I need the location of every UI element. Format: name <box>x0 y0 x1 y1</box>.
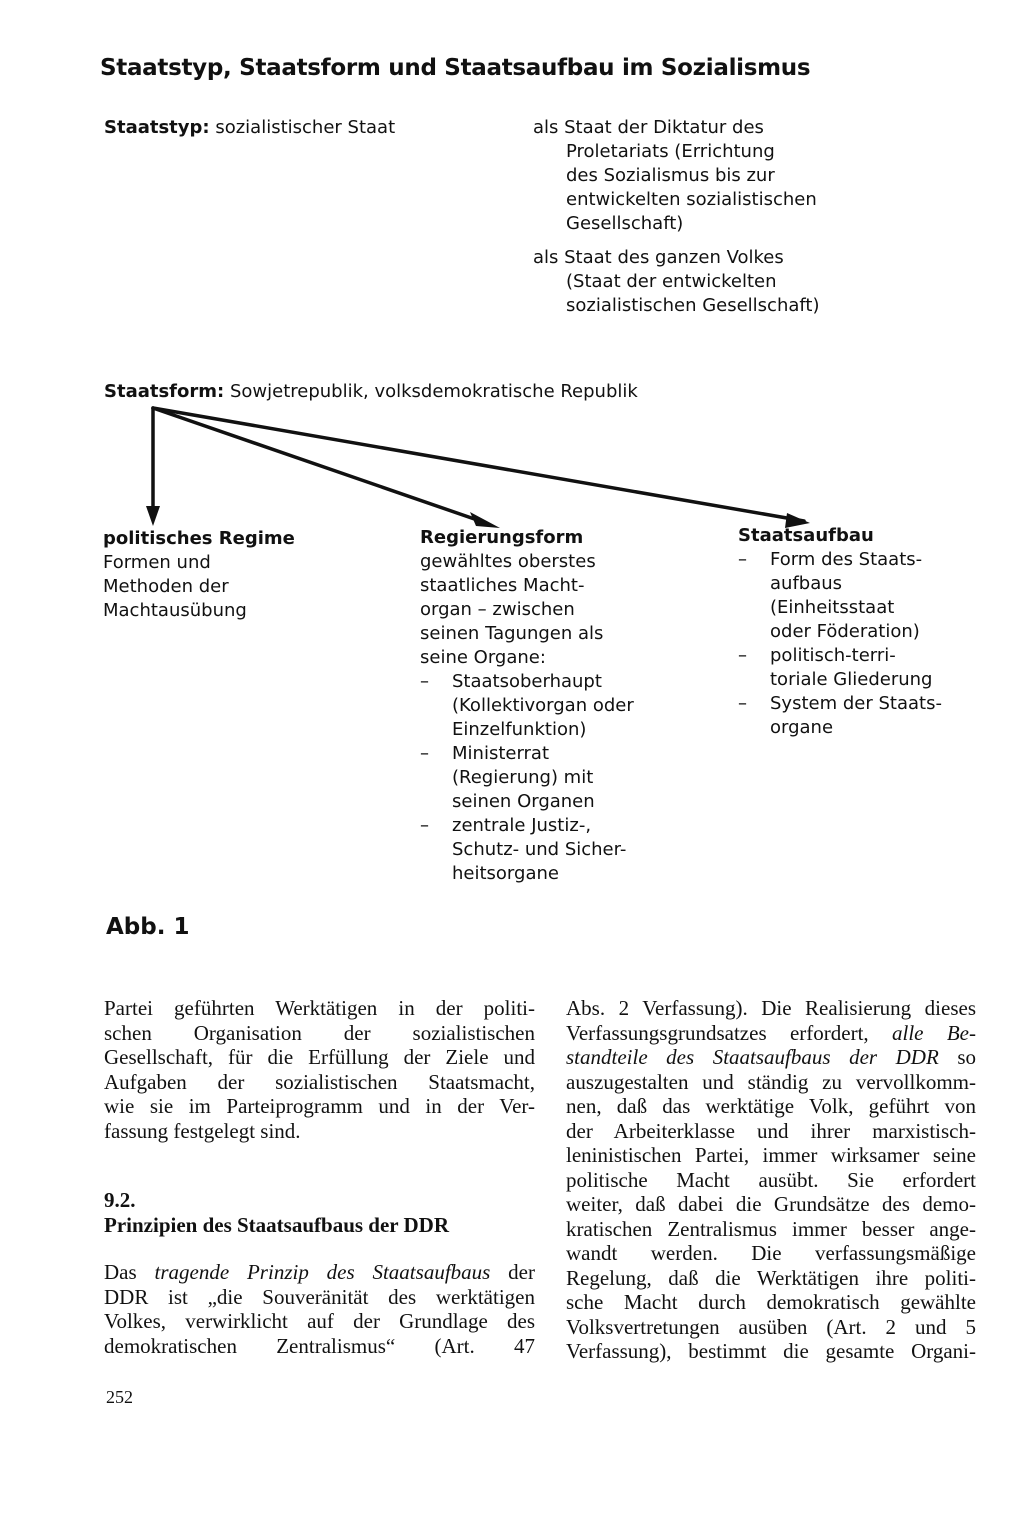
text-line: Gesellschaft) <box>566 213 684 234</box>
text-line: sozialistischen Gesellschaft) <box>566 295 820 316</box>
text-line: kratischen Zentralismus immer besser ange- <box>566 1216 976 1241</box>
text-line: zentrale Justiz-, <box>452 815 592 836</box>
text-line: Volksvertretungen ausüben (Art. 2 und 5 <box>566 1314 976 1339</box>
text-line: schen Organisation der sozialistischen <box>104 1020 535 1045</box>
staatsaufbau-heading: Staatsaufbau <box>738 525 874 546</box>
staatstyp-value: sozialistischer Staat <box>215 117 396 138</box>
text-line: Einzelfunktion) <box>452 719 587 740</box>
column-staatsaufbau <box>738 524 942 740</box>
text-line: Schutz- und Sicher- <box>452 839 627 860</box>
text-line: toriale Gliederung <box>770 669 933 690</box>
page-number: 252 <box>106 1387 133 1407</box>
text-line: weiter, daß dabei die Grundsätze des demo- <box>566 1192 976 1216</box>
list-item <box>420 814 634 886</box>
column-regime <box>103 527 295 623</box>
left-text-column <box>104 996 535 1358</box>
text-line: leninistischen Partei, immer wirksamer seine <box>566 1143 976 1167</box>
text-line: Aufgaben der sozialistischen Staatsmacht, <box>104 1069 535 1094</box>
emphasis-text: standteile des Staatsaufbaus der DDR <box>566 1045 939 1069</box>
dash-bullet: – <box>420 671 429 692</box>
text-line: (Regierung) mit <box>452 767 594 788</box>
dash-bullet: – <box>738 645 747 666</box>
text-line: des Sozialismus bis zur <box>566 165 775 186</box>
text-line: Staatsoberhaupt <box>452 671 602 692</box>
text-line: wandt werden. Die verfassungsmäßige <box>566 1241 976 1265</box>
text-line: entwickelten sozialistischen <box>566 189 817 210</box>
text-line: aufbaus <box>770 573 843 594</box>
section-number: 9.2. <box>104 1188 136 1212</box>
text-line <box>566 1045 976 1070</box>
regime-heading: politisches Regime <box>103 528 295 549</box>
column-regierungsform <box>420 526 634 886</box>
text-line: Formen und <box>103 552 211 573</box>
text-line: nen, daß das werktätige Volk, geführt von <box>566 1094 976 1118</box>
text-line: seinen Organen <box>452 791 595 812</box>
text-line: Ministerrat <box>452 743 550 764</box>
text-line: oder Föderation) <box>770 621 920 642</box>
staatstyp-label: Staatstyp: <box>104 117 210 138</box>
text-run: der <box>490 1260 535 1284</box>
text-line: auszugestalten und ständig zu vervollkomm- <box>566 1069 976 1094</box>
section-title: Prinzipien des Staatsaufbaus der DDR <box>104 1212 449 1237</box>
text-line: politisch-terri- <box>770 645 896 666</box>
dash-bullet: – <box>738 693 747 714</box>
arrow-to-staatsaufbau <box>153 408 804 521</box>
text-line: organe <box>770 717 834 738</box>
page-title: Staatstyp, Staatsform und Staatsaufbau im Sozialismus <box>100 55 811 81</box>
text-run: Verfassungsgrundsatzes erfordert, <box>566 1020 893 1045</box>
text-line: organ – zwischen <box>420 599 575 620</box>
dash-bullet: – <box>738 549 747 570</box>
emphasis-text: tragende Prinzip des Staatsaufbaus <box>154 1260 491 1284</box>
text-line <box>104 1260 535 1285</box>
text-line: Abs. 2 Verfassung). Die Realisierung dieses <box>566 996 976 1020</box>
text-line: (Staat der entwickelten <box>566 271 777 292</box>
text-line: Methoden der <box>103 576 229 597</box>
list-item <box>420 670 634 742</box>
text-line: seinen Tagungen als <box>420 623 604 644</box>
text-line: heitsorgane <box>452 863 559 884</box>
text-line: als Staat der Diktatur des <box>533 117 764 138</box>
text-line: als Staat des ganzen Volkes <box>533 247 784 268</box>
text-line: Machtausübung <box>103 600 247 621</box>
text-line: Regelung, daß die Werktätigen ihre politi- <box>566 1265 976 1290</box>
text-line: fassung festgelegt sind. <box>104 1118 301 1143</box>
text-line: (Einheitsstaat <box>770 597 895 618</box>
text-line: Form des Staats- <box>770 549 923 570</box>
dash-bullet: – <box>420 815 429 836</box>
text-line: Partei geführten Werktätigen in der politi- <box>104 996 535 1020</box>
staatsform-value: Sowjetrepublik, volksdemokratische Republik <box>229 381 638 402</box>
regierungsform-heading: Regierungsform <box>420 527 584 548</box>
text-line: Gesellschaft, für die Erfüllung der Ziele und <box>104 1045 535 1069</box>
arrow-to-regierungsform <box>153 408 486 523</box>
staatsform-label: Staatsform: <box>104 381 225 402</box>
text-line: staatliches Macht- <box>420 575 585 596</box>
text-line <box>566 1021 976 1046</box>
text-line: demokratischen Zentralismus“ (Art. 47 <box>104 1333 535 1358</box>
text-run: Das <box>104 1260 155 1284</box>
list-item <box>738 692 942 740</box>
text-line: Proletariats (Errichtung <box>566 141 775 162</box>
text-line: Verfassung), bestimmt die gesamte Organi- <box>566 1339 976 1363</box>
list-item <box>738 548 942 644</box>
text-line: Volkes, verwirklicht auf der Grundlage des <box>104 1309 535 1333</box>
emphasis-text: alle Be- <box>892 1020 976 1045</box>
list-item <box>738 644 942 692</box>
text-line: gewähltes oberstes <box>420 551 596 572</box>
text-line: wie sie im Parteiprogramm und in der Ver- <box>104 1094 535 1118</box>
text-line: der Arbeiterklasse und ihrer marxistisch- <box>566 1118 976 1143</box>
arrowhead-regime <box>146 506 160 526</box>
text-line: System der Staats- <box>770 693 942 714</box>
text-line: sche Macht durch demokratisch gewählte <box>566 1290 976 1314</box>
text-line: seine Organe: <box>420 647 546 668</box>
text-line: (Kollektivorgan oder <box>452 695 634 716</box>
text-line: politische Macht ausübt. Sie erfordert <box>566 1167 976 1192</box>
figure-label: Abb. 1 <box>106 914 190 940</box>
right-text-column <box>566 996 976 1364</box>
text-line: DDR ist „die Souveränität des werktätigen <box>104 1284 535 1309</box>
dash-bullet: – <box>420 743 429 764</box>
text-run: so <box>938 1045 976 1069</box>
list-item <box>420 742 634 814</box>
